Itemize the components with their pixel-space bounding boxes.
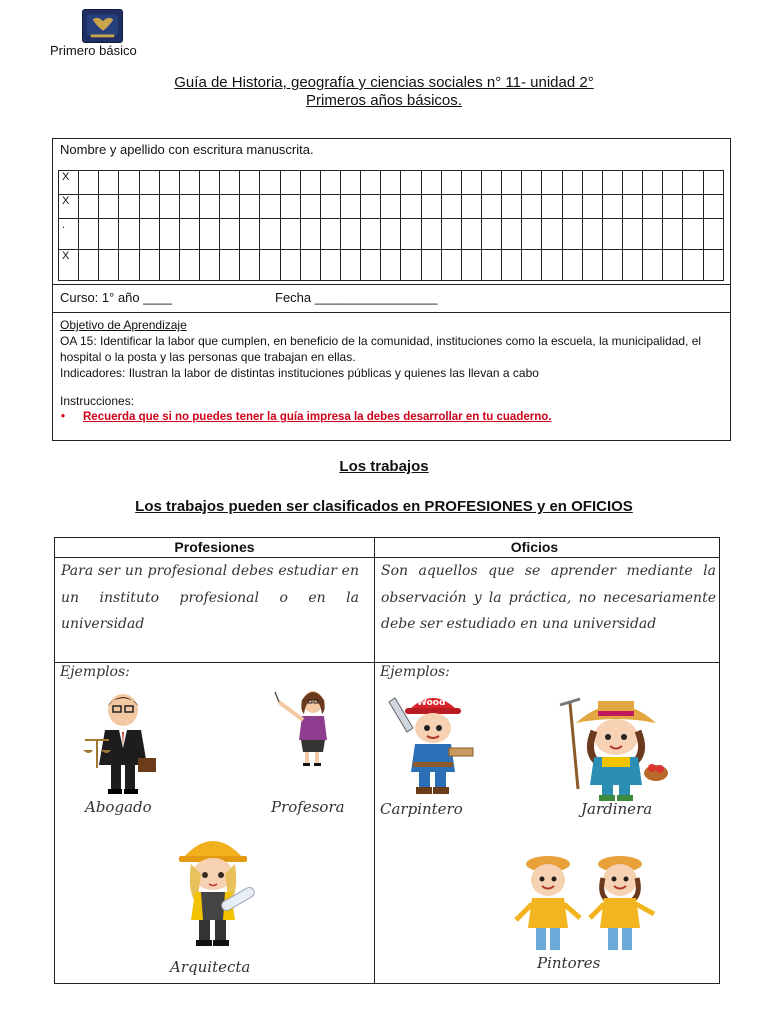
- grid-cell[interactable]: [139, 195, 159, 219]
- grid-cell[interactable]: [703, 195, 724, 219]
- grid-cell[interactable]: [79, 250, 99, 281]
- grid-cell[interactable]: [461, 219, 481, 250]
- grid-cell[interactable]: [401, 171, 421, 195]
- grid-cell[interactable]: [179, 195, 199, 219]
- grid-cell[interactable]: [643, 250, 663, 281]
- grid-cell[interactable]: [99, 250, 119, 281]
- school-level: Primero básico: [50, 43, 137, 58]
- grid-cell[interactable]: [441, 171, 461, 195]
- student-info-box: [52, 138, 731, 441]
- grid-cell[interactable]: [99, 219, 119, 250]
- grid-cell[interactable]: [522, 171, 542, 195]
- curso-label: Curso: 1° año ____: [60, 290, 173, 305]
- curso-fecha-row: [53, 284, 730, 313]
- grid-cell[interactable]: [421, 219, 441, 250]
- grid-cell[interactable]: [683, 219, 703, 250]
- oficios-description: Son aquellos que se aprender mediante la observación y la práctica, no necesariamente debe ser estudiado en una universidad: [381, 563, 716, 632]
- grid-cell[interactable]: [340, 219, 360, 250]
- objetivo-heading: Objetivo de Aprendizaje: [60, 318, 187, 332]
- example-carpintero: Carpintero: [380, 800, 463, 818]
- grid-cell[interactable]: [502, 195, 522, 219]
- grid-cell[interactable]: [280, 195, 300, 219]
- grid-cell[interactable]: [663, 250, 683, 281]
- grid-row-mark: X: [59, 250, 79, 281]
- grid-cell[interactable]: [139, 219, 159, 250]
- example-abogado: Abogado: [85, 798, 152, 816]
- grid-cell[interactable]: [139, 250, 159, 281]
- grid-cell[interactable]: [159, 219, 179, 250]
- page-title: [0, 74, 768, 110]
- grid-cell[interactable]: [562, 195, 582, 219]
- grid-cell[interactable]: [300, 250, 320, 281]
- grid-row: [59, 250, 724, 281]
- grid-cell[interactable]: [79, 219, 99, 250]
- grid-cell[interactable]: [562, 171, 582, 195]
- grid-cell[interactable]: [542, 219, 562, 250]
- name-label: Nombre y apellido con escritura manuscrita.: [60, 142, 314, 157]
- section-heading: Los trabajos: [339, 458, 429, 475]
- title-line-1: Guía de Historia, geografía y ciencias sociales n° 11- unidad 2°: [174, 74, 594, 91]
- teacher-illustration: [275, 688, 340, 768]
- grid-cell[interactable]: [582, 171, 602, 195]
- grid-cell[interactable]: [79, 171, 99, 195]
- grid-cell[interactable]: [622, 250, 642, 281]
- example-jardinera: Jardinera: [581, 800, 653, 818]
- grid-cell[interactable]: [421, 195, 441, 219]
- grid-cell[interactable]: [340, 250, 360, 281]
- grid-cell[interactable]: [542, 171, 562, 195]
- grid-cell[interactable]: [401, 250, 421, 281]
- grid-cell[interactable]: [421, 171, 441, 195]
- profesiones-examples-label: Ejemplos:: [60, 664, 130, 680]
- grid-cell[interactable]: [159, 250, 179, 281]
- grid-cell[interactable]: [240, 171, 260, 195]
- grid-cell[interactable]: [240, 195, 260, 219]
- grid-cell[interactable]: [280, 219, 300, 250]
- grid-cell[interactable]: [461, 195, 481, 219]
- grid-cell[interactable]: [119, 195, 139, 219]
- grid-cell[interactable]: [562, 219, 582, 250]
- grid-cell[interactable]: [683, 171, 703, 195]
- grid-cell[interactable]: [602, 195, 622, 219]
- grid-cell[interactable]: [643, 219, 663, 250]
- handwriting-grid: [58, 170, 724, 281]
- grid-cell[interactable]: [199, 171, 219, 195]
- oficios-header: Oficios: [510, 539, 559, 555]
- grid-cell[interactable]: [421, 250, 441, 281]
- grid-cell[interactable]: [240, 250, 260, 281]
- grid-cell[interactable]: [643, 195, 663, 219]
- grid-cell[interactable]: [522, 250, 542, 281]
- jobs-table: [54, 537, 720, 984]
- grid-cell[interactable]: [220, 195, 240, 219]
- grid-cell[interactable]: [663, 219, 683, 250]
- grid-row-mark: X: [59, 171, 79, 195]
- grid-cell[interactable]: [542, 195, 562, 219]
- grid-cell[interactable]: [622, 171, 642, 195]
- grid-cell[interactable]: [99, 171, 119, 195]
- example-pintores: Pintores: [537, 954, 601, 972]
- grid-cell[interactable]: [381, 250, 401, 281]
- grid-cell[interactable]: [401, 195, 421, 219]
- grid-cell[interactable]: [280, 171, 300, 195]
- grid-cell[interactable]: [199, 195, 219, 219]
- grid-cell[interactable]: [119, 219, 139, 250]
- grid-cell[interactable]: [220, 171, 240, 195]
- grid-cell[interactable]: [320, 171, 340, 195]
- fecha-label: Fecha _________________: [275, 290, 438, 305]
- grid-cell[interactable]: [461, 171, 481, 195]
- title-line-2: Primeros años básicos.: [306, 92, 462, 109]
- grid-cell[interactable]: [481, 250, 501, 281]
- grid-cell[interactable]: [381, 195, 401, 219]
- school-logo: [82, 9, 123, 43]
- grid-cell[interactable]: [441, 219, 461, 250]
- grid-cell[interactable]: [300, 171, 320, 195]
- grid-cell[interactable]: [663, 171, 683, 195]
- grid-cell[interactable]: [481, 171, 501, 195]
- grid-cell[interactable]: [119, 250, 139, 281]
- grid-cell[interactable]: [703, 250, 724, 281]
- grid-cell[interactable]: [340, 195, 360, 219]
- grid-cell[interactable]: [622, 219, 642, 250]
- grid-cell[interactable]: [542, 250, 562, 281]
- grid-cell[interactable]: [703, 171, 724, 195]
- grid-cell[interactable]: [139, 171, 159, 195]
- grid-cell[interactable]: [280, 250, 300, 281]
- oficios-examples-label: Ejemplos:: [380, 664, 450, 680]
- example-profesora: Profesora: [271, 798, 345, 816]
- grid-cell[interactable]: [683, 195, 703, 219]
- gardener-illustration: [550, 693, 680, 803]
- grid-cell[interactable]: [502, 171, 522, 195]
- grid-cell[interactable]: [159, 171, 179, 195]
- grid-cell[interactable]: [562, 250, 582, 281]
- lawyer-illustration: [83, 688, 163, 798]
- instrucciones-label: Instrucciones:: [60, 394, 135, 408]
- grid-cell[interactable]: [220, 250, 240, 281]
- painters-illustration: [510, 850, 660, 956]
- grid-row-mark: .: [59, 219, 79, 250]
- grid-cell[interactable]: [481, 195, 501, 219]
- grid-cell[interactable]: [502, 219, 522, 250]
- grid-row: [59, 219, 724, 250]
- grid-cell[interactable]: [159, 195, 179, 219]
- grid-cell[interactable]: [441, 250, 461, 281]
- objetivo-section: [60, 317, 725, 381]
- profesiones-description: Para ser un profesional debes estudiar en un instituto profesional o en la universidad: [61, 563, 359, 632]
- grid-cell[interactable]: [602, 219, 622, 250]
- section-subheading: Los trabajos pueden ser clasificados en PROFESIONES y en OFICIOS: [135, 498, 633, 515]
- grid-cell[interactable]: [199, 250, 219, 281]
- profesiones-header: Profesiones: [174, 539, 255, 555]
- grid-cell[interactable]: [361, 195, 381, 219]
- architect-illustration: [165, 830, 260, 950]
- grid-cell[interactable]: [320, 219, 340, 250]
- grid-cell[interactable]: [582, 195, 602, 219]
- example-arquitecta: Arquitecta: [170, 958, 251, 976]
- grid-cell[interactable]: [522, 195, 542, 219]
- grid-cell[interactable]: [179, 171, 199, 195]
- grid-cell[interactable]: [461, 250, 481, 281]
- instruccion-item: • Recuerda que si no puedes tener la guía impresa la debes desarrollar en tu cuaderno.: [83, 411, 551, 423]
- grid-cell[interactable]: [260, 250, 280, 281]
- grid-cell[interactable]: [340, 171, 360, 195]
- grid-row: [59, 171, 724, 195]
- grid-cell[interactable]: [622, 195, 642, 219]
- grid-cell[interactable]: [260, 171, 280, 195]
- grid-cell[interactable]: [381, 171, 401, 195]
- grid-cell[interactable]: [582, 250, 602, 281]
- grid-cell[interactable]: [79, 195, 99, 219]
- grid-cell[interactable]: [381, 219, 401, 250]
- grid-cell[interactable]: [602, 171, 622, 195]
- grid-cell[interactable]: [361, 219, 381, 250]
- grid-cell[interactable]: [502, 250, 522, 281]
- grid-cell[interactable]: [320, 195, 340, 219]
- grid-cell[interactable]: [441, 195, 461, 219]
- grid-cell[interactable]: [260, 219, 280, 250]
- grid-cell[interactable]: [300, 195, 320, 219]
- grid-row: [59, 195, 724, 219]
- indicadores-text: Indicadores: Ilustran la labor de distintas instituciones públicas y quienes las llevan a cabo: [60, 366, 539, 380]
- carpenter-illustration: [385, 688, 480, 796]
- grid-cell[interactable]: [361, 171, 381, 195]
- grid-cell[interactable]: [260, 195, 280, 219]
- grid-cell[interactable]: [179, 219, 199, 250]
- grid-cell[interactable]: [119, 171, 139, 195]
- objetivo-text: OA 15: Identificar la labor que cumplen, en beneficio de la comunidad, instituciones como la escuela, la municipalidad, el hospital o la posta y las personas que trabajan en ellas.: [60, 334, 702, 364]
- grid-cell[interactable]: [522, 219, 542, 250]
- grid-cell[interactable]: [663, 195, 683, 219]
- grid-cell[interactable]: [602, 250, 622, 281]
- grid-cell[interactable]: [683, 250, 703, 281]
- grid-cell[interactable]: [703, 219, 724, 250]
- grid-cell[interactable]: [240, 219, 260, 250]
- grid-cell[interactable]: [99, 195, 119, 219]
- grid-cell[interactable]: [179, 250, 199, 281]
- grid-cell[interactable]: [481, 219, 501, 250]
- grid-cell[interactable]: [582, 219, 602, 250]
- grid-cell[interactable]: [220, 219, 240, 250]
- grid-cell[interactable]: [320, 250, 340, 281]
- grid-cell[interactable]: [300, 219, 320, 250]
- cap-text: Wood: [417, 698, 446, 708]
- grid-row-mark: X: [59, 195, 79, 219]
- grid-cell[interactable]: [401, 219, 421, 250]
- grid-cell[interactable]: [643, 171, 663, 195]
- grid-cell[interactable]: [199, 219, 219, 250]
- grid-cell[interactable]: [361, 250, 381, 281]
